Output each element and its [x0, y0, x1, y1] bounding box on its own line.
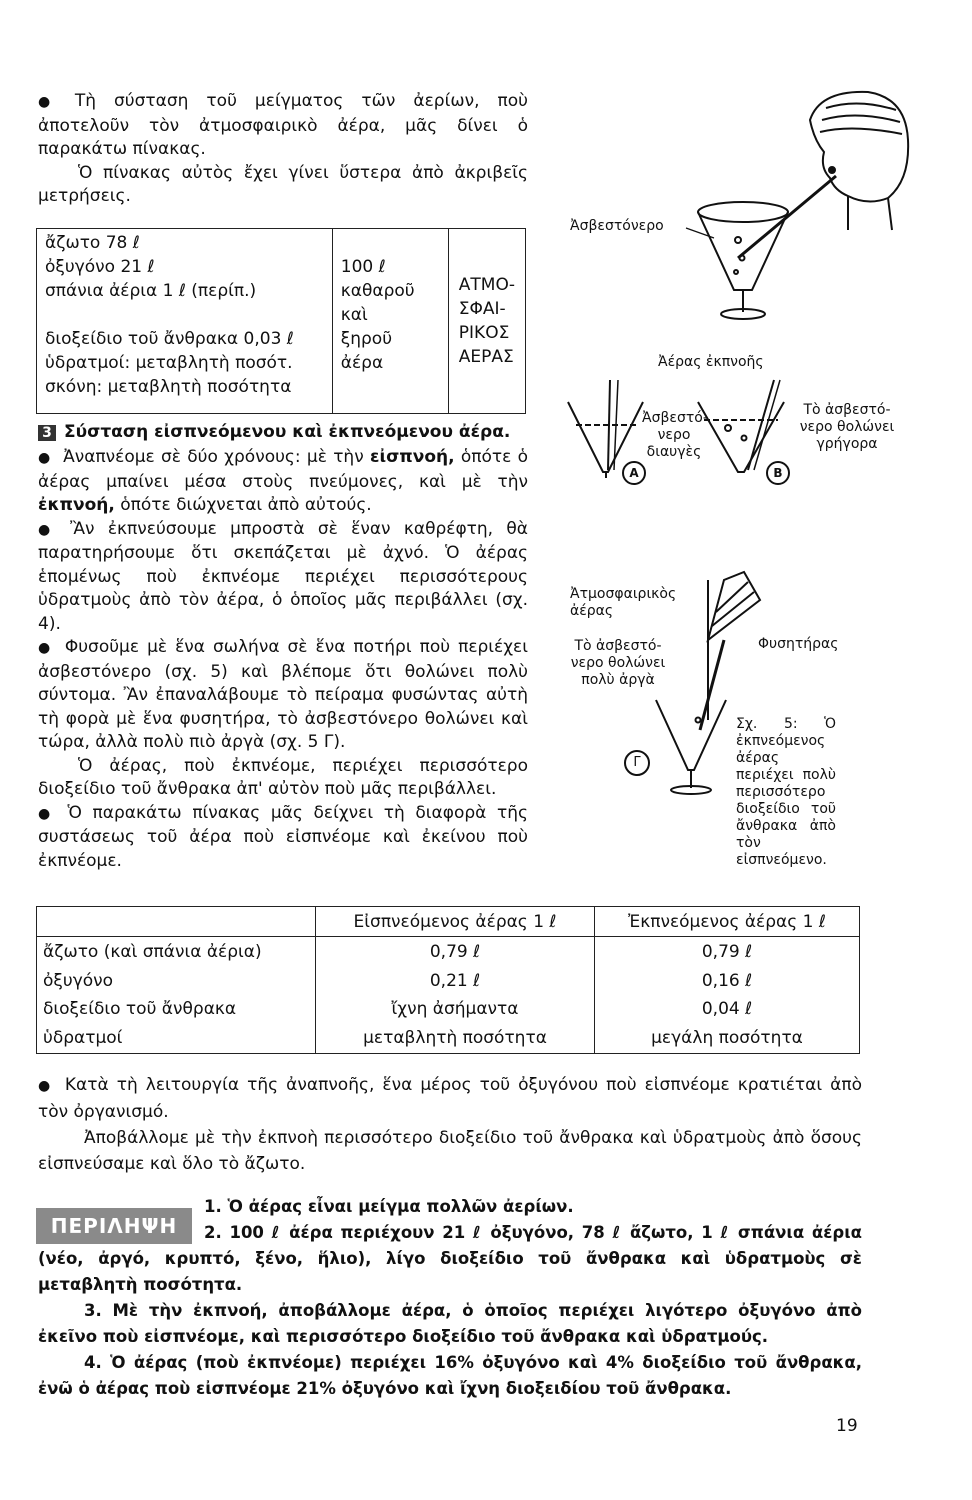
component: ὀξυγόνο 21 ℓ [45, 257, 155, 277]
body-paragraph-limewater: ● Φυσοῦμε μὲ ἕνα σωλήνα σὲ ἕνα ποτήρι ποὺ περιέχει ἀσβεστόνερο (σχ. 5) καὶ βλέπομε ὅτι θολώνει πολὺ σύντομα. Ἂν ἐπαναλάβουμε τὸ πείραμα φυσώντας αὐτὴ τὴ φορὰ μὲ ἕνα φυσητήρα, τὸ ἀσβεστόνερο θολώνει καὶ τώρα, ἀλλὰ πολὺ πιὸ ἀργὰ (σχ. 5 Γ). [38, 636, 528, 755]
section-heading [38, 422, 538, 442]
section-number: 3 [38, 425, 56, 441]
marker-g: Γ [624, 750, 650, 776]
marker-b: B [766, 461, 790, 485]
conclusion-paragraph-1: ● Κατὰ τὴ λειτουργία τῆς ἀναπνοῆς, ἕνα μέρος τοῦ ὀξυγόνου ποὺ εἰσπνέομε κρατιέται ἀπὸ τὸν ὀργανισμό. [38, 1072, 862, 1125]
summary-item-3: 3. Μὲ τὴν ἐκπνοή, ἀποβάλλομε ἀέρα, ὁ ὁποῖος περιέχει λιγότερο ὀξυγόνο ἀπὸ ἐκεῖνο ποὺ εἰσπνέομε, καὶ περισσότερο διοξείδιο τοῦ ἄνθρακα καὶ ὑδρατμούς. [38, 1301, 862, 1346]
glass-b [698, 380, 784, 472]
body-block [38, 446, 528, 873]
intro-paragraph-2: Ὁ πίνακας αὐτὸς ἔχει γίνει ὕστερα ἀπὸ ἀκριβεῖς μετρήσεις. [38, 162, 528, 206]
label-cloudy-fast: Τὸ ἀσβεστό- νερο θολώνει γρήγορα [799, 402, 895, 452]
body-paragraph-mirror: ● Ἂν ἐκπνεύσουμε μπροστὰ σὲ ἕναν καθρέφτη, θὰ παρατηρήσουμε ὅτι σκεπάζεται μὲ ἀχνό. Ὁ ἀέρας ἑπομένως ποὺ ἐκπνέομε περιέχει περισσότερους ὑδρατμοὺς ἀπὸ τὸν ἀέρα, ὁ ὁποῖος μᾶς περιβάλλει (σχ. 4). [38, 518, 528, 637]
top-glass [698, 202, 788, 319]
amount-cell: 100 ℓ καθαροῦ καὶ ξηροῦ ἀέρα [332, 229, 448, 414]
component: ἄζωτο 78 ℓ [45, 233, 140, 253]
summary-item-1: 1. Ὁ ἀέρας εἶναι μείγμα πολλῶν ἀερίων. [204, 1197, 574, 1216]
body-paragraph-co2: Ὁ ἀέρας, ποὺ ἐκπνέομε, περιέχει περισσότερο διοξείδιο τοῦ ἄνθρακα ἀπ' αὐτὸν ποὺ μᾶς περιβάλλει. [38, 755, 528, 799]
summary-item-2: 2. 100 ℓ ἀέρα περιέχουν 21 ℓ ὀξυγόνο, 78 ℓ ἄζωτο, 1 ℓ σπάνια ἀέρια (νέο, ἀργό, κρυπτό, ξένο, ἥλιο), λίγο διοξείδιο τοῦ ἄνθρακα καὶ ὑδρατμοὺς σὲ μεταβλητὴ ποσότητα. [38, 1223, 862, 1294]
comparison-table [36, 906, 860, 1054]
marker-a: A [622, 461, 646, 485]
conclusion-block [38, 1072, 862, 1177]
column-header: Εἰσπνεόμενος ἀέρας 1 ℓ [316, 907, 595, 937]
body-paragraph-breathing: ● Ἀναπνέομε σὲ δύο χρόνους: μὲ τὴν εἰσπνοή, ὁπότε ὁ ἀέρας μπαίνει μέσα στοὺς πνεύμονες, καὶ μὲ τὴν ἐκπνοή, ὁπότε διώχνεται ἀπὸ αὐτούς. [38, 446, 528, 518]
component: ὑδρατμοί: μεταβλητὴ ποσότ. [45, 353, 293, 373]
label-limewater-top: Ἀσβεστόνερο [570, 218, 664, 234]
label-exhaled-air: Ἀέρας ἐκπνοῆς [658, 354, 764, 370]
column-header: Ἐκπνεόμενος ἀέρας 1 ℓ [595, 907, 860, 937]
glass-g [656, 700, 726, 794]
table-header-row [37, 907, 860, 937]
composition-table [36, 228, 526, 414]
component: διοξείδιο τοῦ ἄνθρακα 0,03 ℓ [45, 329, 294, 349]
bellows-illustration [700, 572, 760, 730]
label-bellows: Φυσητήρας [758, 636, 839, 652]
head-illustration [810, 92, 908, 230]
intro-paragraph-1: ● Τὴ σύσταση τοῦ μείγματος τῶν ἀερίων, ποὺ ἀποτελοῦν τὸν ἀτμοσφαιρικὸ ἀέρα, μᾶς δίνει ὁ παρακάτω πίνακας. [38, 90, 528, 162]
figure-caption: Σχ. 5: Ὁ ἐκπνεόμενος ἀέρας περιέχει πολὺ περισσότερο διοξείδιο τοῦ ἄνθρακα ἀπὸ τὸν εἰσπνεόμενο. [736, 716, 836, 868]
table-row: διοξείδιο τοῦ ἄνθρακα ἴχνη ἀσήμαντα 0,04 ℓ [37, 995, 860, 1024]
summary-item-4: 4. Ὁ ἀέρας (ποὺ ἐκπνέομε) περιέχει 16% ὀξυγόνο καὶ 4% διοξείδιο τοῦ ἄνθρακα, ἐνῶ ὁ ἀέρας ποὺ εἰσπνέομε 21% ὀξυγόνο καὶ ἴχνη διοξειδίου τοῦ ἄνθρακα. [38, 1353, 862, 1398]
straw [738, 176, 836, 258]
section-title: Σύσταση εἰσπνεόμενου καὶ ἐκπνεόμενου ἀέρα. [64, 422, 511, 442]
figure-5 [548, 80, 958, 868]
label-clear-limewater: Ἀσβεστό- νερο διαυγὲς [642, 410, 708, 460]
conclusion-paragraph-2: Ἀποβάλλομε μὲ τὴν ἐκπνοὴ περισσότερο διοξείδιο τοῦ ἄνθρακα καὶ ὑδρατμοὺς ἀπὸ ὅσους εἰσπνεύσαμε καὶ ὅλο τὸ ἄζωτο. [38, 1128, 862, 1174]
summary-block [38, 1194, 862, 1402]
table-row: ὀξυγόνο 0,21 ℓ 0,16 ℓ [37, 966, 860, 995]
label-cloudy-slow: Τὸ ἀσβεστό- νερο θολώνει πολὺ ἀργὰ [570, 638, 666, 688]
component: σπάνια ἀέρια 1 ℓ (περίπ.) [45, 281, 257, 301]
atmospheric-air-cell: ΑΤΜΟ- ΣΦΑΙ- ΡΙΚΟΣ ΑΕΡΑΣ [448, 229, 525, 414]
page-number: 19 [836, 1416, 858, 1436]
components-cell [37, 229, 333, 414]
table-row: ἄζωτο (καὶ σπάνια ἀέρια) 0,79 ℓ 0,79 ℓ [37, 937, 860, 967]
label-atmospheric-air: Ἀτμοσφαιρικὸς ἀέρας [570, 586, 677, 619]
table-row: ὑδρατμοί μεταβλητὴ ποσότητα μεγάλη ποσότητα [37, 1024, 860, 1054]
intro-block [38, 90, 528, 209]
component: σκόνη: μεταβλητὴ ποσότητα [45, 377, 292, 397]
body-paragraph-table-intro: ● Ὁ παρακάτω πίνακας μᾶς δείχνει τὴ διαφορὰ τῆς συστάσεως τοῦ ἀέρα ποὺ εἰσπνέομε καὶ ἐκείνου ποὺ ἐκπνέομε. [38, 802, 528, 874]
summary-label: ΠΕΡΙΛΗΨΗ [36, 1208, 192, 1244]
